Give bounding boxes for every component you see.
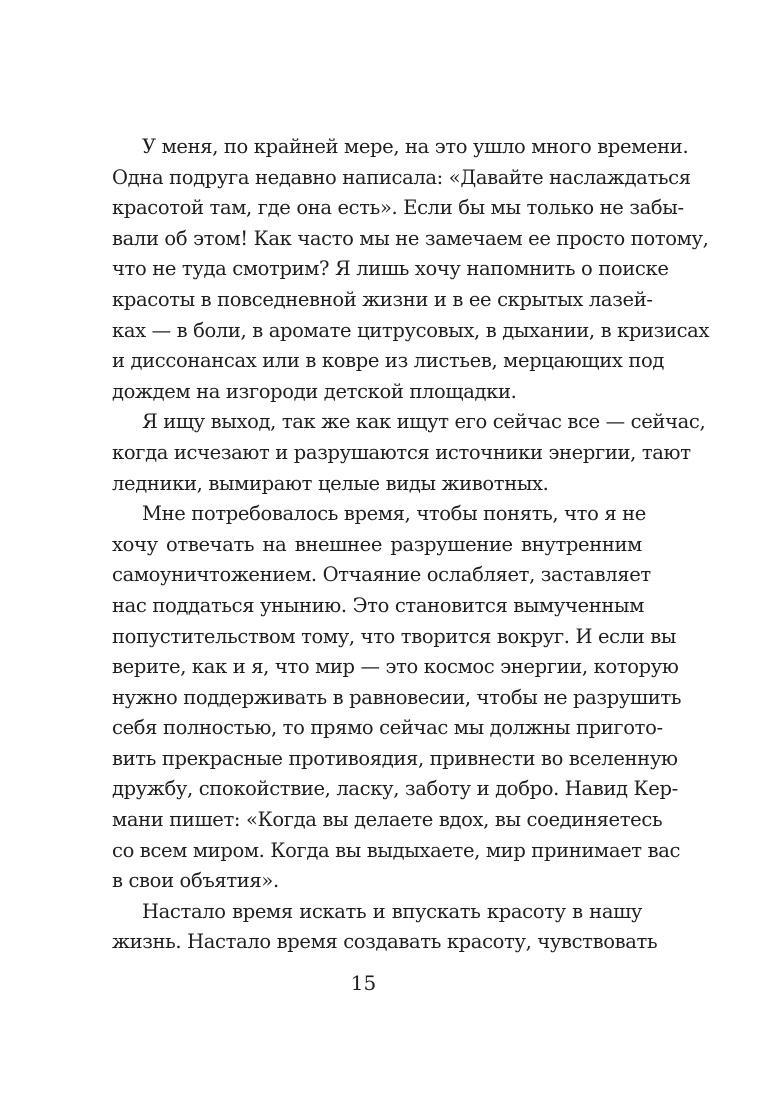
- text-line: вить прекрасные противоядия, привнести во вселенную: [112, 746, 678, 770]
- text-line: когда исчезают и разрушаются источники энергии, тают: [112, 440, 691, 464]
- text-line: самоуничтожением. Отчаяние ослабляет, заставляет: [112, 563, 651, 587]
- text-line: дружбу, спокойствие, ласку, заботу и добро. Навид Кер-: [112, 777, 678, 801]
- text-line: дождем на изгороди детской площадки.: [112, 379, 517, 403]
- text-line: что не туда смотрим? Я лишь хочу напомнить о поиске: [112, 257, 669, 281]
- text-line: Мне потребовалось время, чтобы понять, что я не: [142, 502, 646, 526]
- text-line: в свои объятия».: [112, 869, 279, 893]
- text-line: нас поддаться унынию. Это становится вымученным: [112, 593, 645, 617]
- text-line: жизнь. Настало время создавать красоту, чувствовать: [112, 930, 658, 954]
- text-line: У меня, по крайней мере, на это ушло много времени.: [142, 135, 689, 158]
- text-line: и диссонансах или в ковре из листьев, мерцающих под: [112, 349, 665, 373]
- text-line: себя полностью, то прямо сейчас мы должны пригото-: [112, 716, 663, 740]
- text-line: хочу отвечать на внешнее разрушение внутренним: [112, 532, 642, 556]
- text-line: мани пишет: «Когда вы делаете вдох, вы соединяетесь: [112, 808, 663, 832]
- text-line: ках — в боли, в аромате цитрусовых, в дыхании, в кризисах: [112, 318, 710, 342]
- text-line: Я ищу выход, так же как ищут его сейчас все — сейчас,: [142, 410, 706, 434]
- text-line: красоты в повседневной жизни и в ее скрытых лазей-: [112, 287, 653, 311]
- body-text: [112, 132, 710, 958]
- text-line: ледники, вымирают целые виды животных.: [112, 471, 549, 495]
- text-line: вали об этом! Как часто мы не замечаем ее просто потому,: [112, 226, 709, 250]
- text-line: нужно поддерживать в равновесии, чтобы не разрушить: [112, 685, 682, 709]
- text-line: красотой там, где она есть». Если бы мы только не забы-: [112, 196, 684, 220]
- text-line: Одна подруга недавно написала: «Давайте наслаждаться: [112, 165, 691, 189]
- text-line: верите, как и я, что мир — это космос энергии, которую: [112, 655, 679, 679]
- text-line: со всем миром. Когда вы выдыхаете, мир принимает вас: [112, 838, 681, 862]
- text-line: Настало время искать и впускать красоту в нашу: [142, 899, 642, 923]
- text-line: попустительством тому, что творится вокруг. И если вы: [112, 624, 677, 648]
- page-number: 15: [350, 971, 377, 995]
